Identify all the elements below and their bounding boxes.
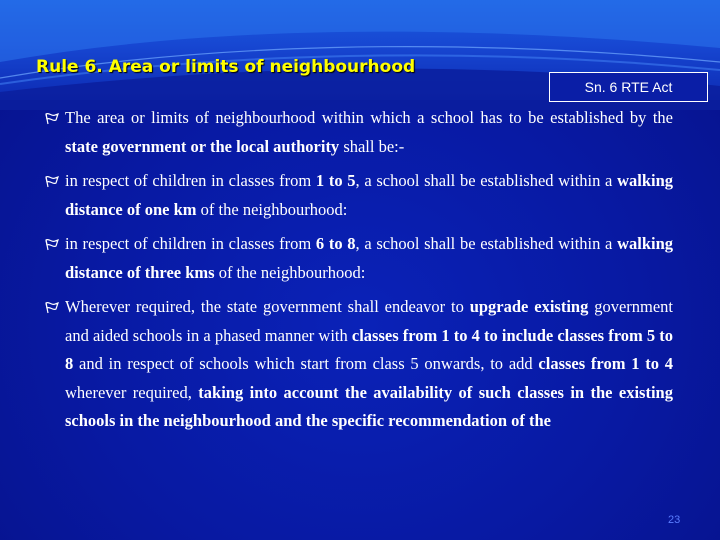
paragraph-3-bold-1: 6 to 8 — [315, 234, 356, 253]
paragraph-2-text-3: of the neighbourhood: — [196, 199, 348, 219]
reference-box: Sn. 6 RTE Act — [549, 72, 708, 102]
paragraph-4-text-1: Wherever required, the state government shall endeavor to — [65, 297, 470, 316]
paragraph-4-bold-3: classes from 1 to 4 — [538, 354, 673, 373]
paragraph-2-text-1: in respect of children in classes from — [65, 171, 316, 190]
paragraph-4-bold-4: taking into account the availability of such classes in the existing schools in the neighbourhood and the specific recommendation of the — [65, 382, 673, 430]
paragraph-4-text-4: wherever required, — [65, 382, 199, 402]
wavy-flag-icon — [45, 176, 59, 188]
paragraph-3-text-2: , a school shall be established within a — [355, 234, 618, 253]
paragraph-1 — [45, 104, 673, 161]
paragraph-4-text-3: and in respect of schools which start from class 5 onwards, to add — [73, 354, 539, 373]
content-body — [45, 104, 673, 442]
wavy-flag-icon — [45, 239, 59, 251]
paragraph-3-text-3: of the neighbourhood: — [214, 262, 366, 282]
paragraph-1-text-2: shall be:- — [339, 136, 405, 156]
paragraph-2-text-2: , a school shall be established within a — [355, 171, 618, 190]
paragraph-2-bold-1: 1 to 5 — [315, 171, 356, 190]
paragraph-4-text-2: government and aided schools in a phased manner with — [65, 297, 674, 345]
paragraph-4 — [45, 293, 673, 436]
paragraph-3 — [45, 230, 673, 287]
slide-title: Rule 6. Area or limits of neighbourhood — [36, 57, 416, 77]
paragraph-4-bold-1: upgrade existing — [469, 297, 589, 316]
paragraph-4-bold-2: classes from 1 to 4 to include classes from 5 to 8 — [65, 325, 673, 373]
paragraph-2 — [45, 167, 673, 224]
wavy-flag-icon — [45, 113, 59, 125]
paragraph-3-bold-2: walking distance of three kms — [65, 234, 674, 282]
paragraph-1-text-1: The area or limits of neighbourhood within which a school has to be established by the — [65, 108, 673, 127]
page-number: 23 — [668, 514, 681, 526]
wavy-flag-icon — [45, 302, 59, 314]
paragraph-3-text-1: in respect of children in classes from — [65, 234, 316, 253]
paragraph-1-bold-1: state government or the local authority — [65, 136, 340, 156]
paragraph-2-bold-2: walking distance of one km — [65, 171, 674, 219]
